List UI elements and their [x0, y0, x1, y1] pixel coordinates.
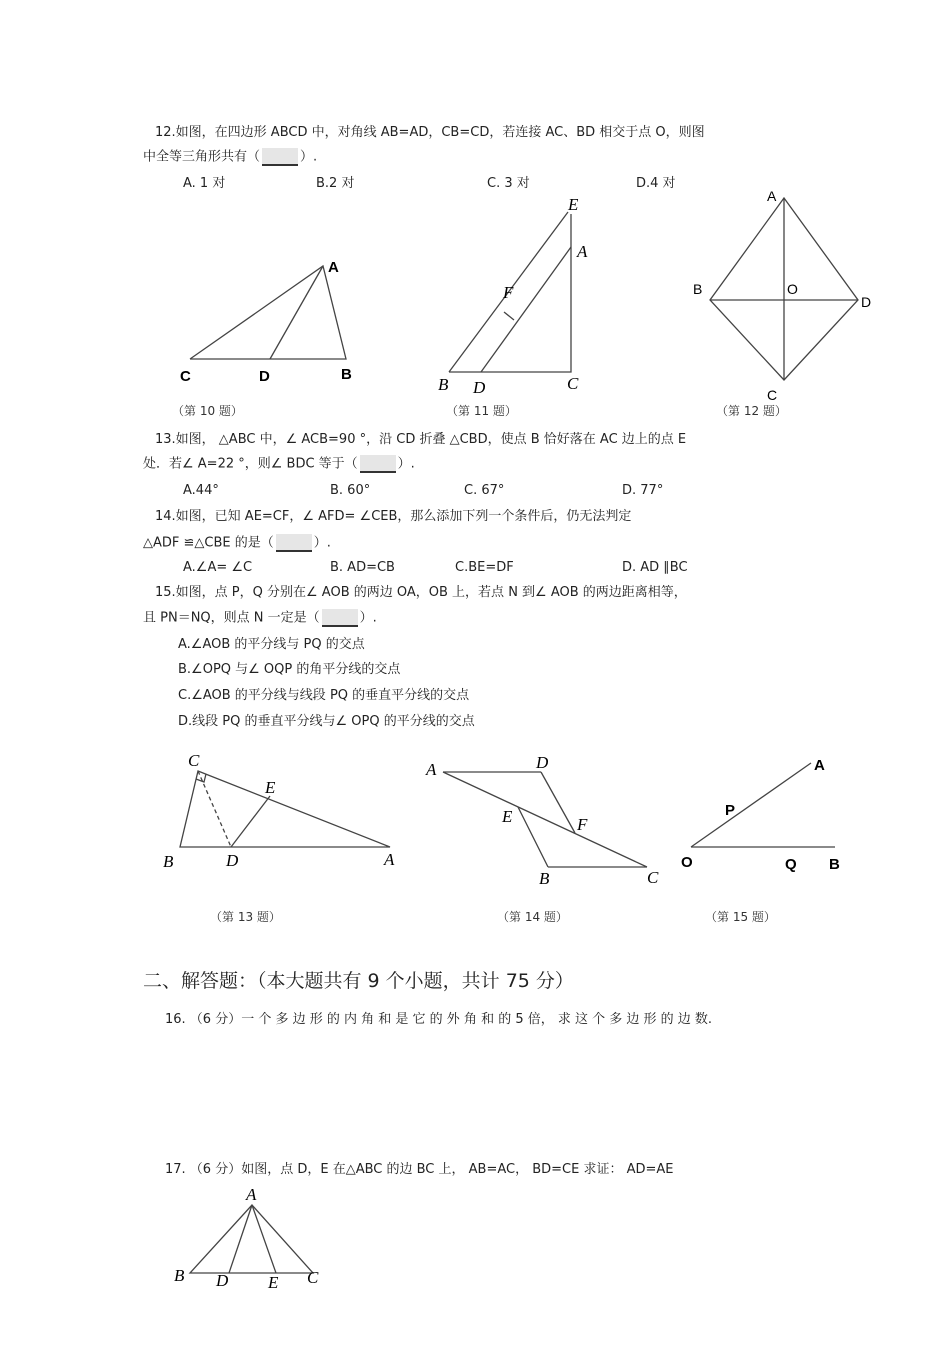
q17-text: 17. （6 分）如图，点 D，E 在△ABC 的边 BC 上， AB=AC， BD=CE 求证： AD=AE [165, 1162, 674, 1177]
triangle-abc [190, 1205, 313, 1273]
q12-option-b: B.2 对 [316, 176, 355, 191]
label-c: C [188, 751, 200, 770]
q14-option-b: B. AD=CB [330, 560, 395, 575]
caption-figure-14: （第 14 题） [497, 910, 568, 924]
q15-option-d: D.线段 PQ 的垂直平分线与∠ OPQ 的平分线的交点 [178, 714, 475, 729]
q13-option-d: D. 77° [622, 483, 664, 498]
label-b: B [163, 852, 174, 871]
q13-option-a: A.44° [183, 483, 219, 498]
label-a: A [577, 242, 588, 261]
figure-17 [190, 1205, 313, 1273]
label-a: A [328, 259, 339, 276]
label-d: D [536, 753, 549, 772]
caption-figure-10: （第 10 题） [172, 404, 243, 418]
q16-text: 16. （6 分）一 个 多 边 形 的 内 角 和 是 它 的 外 角 和 的 5 倍， 求 这 个 多 边 形 的 边 数. [165, 1012, 713, 1027]
q15-option-c: C.∠AOB 的平分线与线段 PQ 的垂直平分线的交点 [178, 688, 470, 703]
q14-stem-line2-a: △ADF ≌△CBE 的是（ [143, 535, 274, 551]
label-b: B [829, 856, 840, 873]
label-c: C [567, 374, 579, 393]
q12-stem-line2-a: 中全等三角形共有（ [143, 149, 261, 165]
label-e: E [265, 778, 276, 797]
q14-option-a: A.∠A= ∠C [183, 560, 253, 575]
q12-option-d: D.4 对 [636, 176, 676, 191]
q12-option-a: A. 1 对 [183, 176, 226, 191]
label-b: B [174, 1266, 185, 1285]
q15-stem-line2-b: ）. [359, 610, 377, 626]
q13-option-c: C. 67° [464, 483, 505, 498]
section-2-title: 二、解答题：（本大题共有 9 个小题，共计 75 分） [143, 970, 574, 992]
label-d: D [473, 378, 486, 397]
label-b: B [539, 869, 550, 888]
label-o: O [787, 281, 798, 297]
caption-figure-12: （第 12 题） [716, 404, 787, 418]
label-c: C [647, 868, 659, 887]
label-e: E [502, 807, 513, 826]
label-e: E [268, 1273, 279, 1292]
figure-17-labels [174, 1185, 319, 1292]
caption-figure-11: （第 11 题） [446, 404, 517, 418]
label-d: D [259, 368, 270, 385]
q14-stem-line2-b: ）. [313, 535, 331, 551]
label-f: F [503, 283, 514, 302]
q12-stem-line1: 12.如图，在四边形 ABCD 中，对角线 AB=AD，CB=CD，若连接 AC、BD 相交于点 O，则图 [155, 125, 705, 140]
q13-stem-line2-a: 处．若∠ A=22 °，则∠ BDC 等于（ [143, 456, 358, 472]
caption-figure-15: （第 15 题） [705, 910, 776, 924]
q15-stem-line1: 15.如图，点 P，Q 分别在∠ AOB 的两边 OA，OB 上，若点 N 到∠ AOB 的两边距离相等， [155, 585, 687, 600]
q12-stem-line2-b: ）. [300, 149, 318, 165]
label-a: A [384, 850, 395, 869]
q14-option-c: C.BE=DF [455, 560, 514, 575]
q13-stem-line1: 13.如图， △ABC 中，∠ ACB=90 °，沿 CD 折叠 △CBD，使点 B 恰好落在 AC 边上的点 E [155, 432, 687, 447]
label-a: A [426, 760, 437, 779]
label-q: Q [785, 856, 797, 873]
q15-option-b: B.∠OPQ 与∠ OQP 的角平分线的交点 [178, 662, 401, 677]
label-b: B [341, 366, 352, 383]
q14-option-d: D. AD ∥BC [622, 560, 688, 575]
label-c: C [767, 387, 778, 403]
q13-option-b: B. 60° [330, 483, 371, 498]
label-d: D [216, 1271, 229, 1290]
label-d: D [226, 851, 239, 870]
label-p: P [725, 802, 736, 819]
q15-stem-line2-a: 且 PN＝NQ，则点 N 一定是（ [143, 610, 320, 626]
q12-option-c: C. 3 对 [487, 176, 530, 191]
segment-ae [252, 1205, 276, 1273]
label-a: A [246, 1185, 257, 1204]
caption-figure-13: （第 13 题） [210, 910, 281, 924]
label-b: B [438, 375, 449, 394]
segment-ad [229, 1205, 252, 1273]
label-b: B [693, 281, 703, 297]
label-e: E [568, 195, 579, 214]
label-c: C [180, 368, 191, 385]
q14-stem-line1: 14.如图，已知 AE=CF，∠ AFD= ∠CEB，那么添加下列一个条件后，仍无法判定 [155, 509, 632, 524]
label-o: O [681, 854, 693, 871]
label-a: A [767, 188, 777, 204]
label-c: C [307, 1268, 319, 1287]
label-d: D [861, 294, 872, 310]
q15-option-a: A.∠AOB 的平分线与 PQ 的交点 [178, 637, 365, 652]
q13-stem-line2-b: ）. [397, 456, 415, 472]
label-f: F [577, 815, 588, 834]
label-a: A [814, 757, 825, 774]
